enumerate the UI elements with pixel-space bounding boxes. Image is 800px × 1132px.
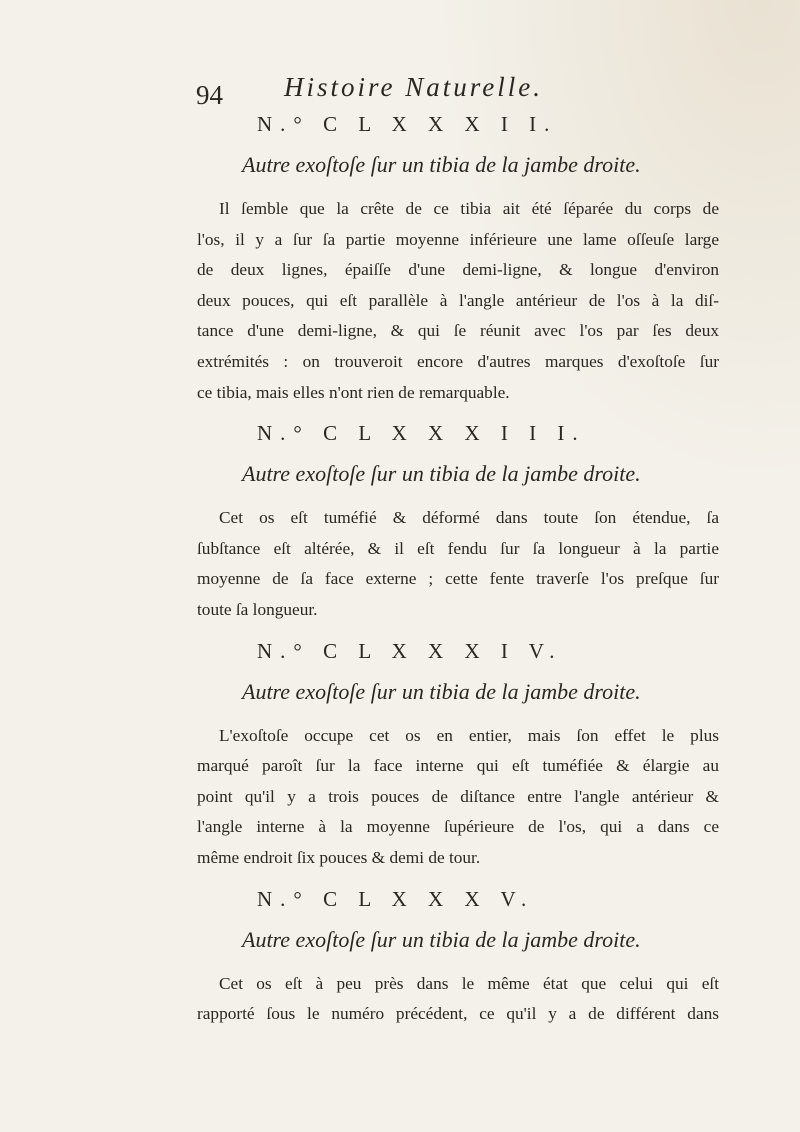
entry-title: Autre exoſtoſe ſur un tibia de la jambe droite. <box>242 461 641 487</box>
text-line: deux pouces, qui eſt parallèle à l'angle antérieur de l'os à la diſ- <box>197 290 719 310</box>
text-line: Il ſemble que la crête de ce tibia ait été ſéparée du corps de <box>219 199 719 218</box>
running-title: Histoire Naturelle. <box>284 72 543 102</box>
entry-number: N.° C L X X X V. <box>257 886 535 911</box>
text-line: marqué paroît ſur la face interne qui eſt tuméfiée & élargie au <box>197 756 719 776</box>
entry-paragraph <box>197 503 719 625</box>
entry-title: Autre exoſtoſe ſur un tibia de la jambe droite. <box>242 926 641 952</box>
entry-paragraph <box>197 969 719 1030</box>
entry-paragraph <box>197 721 719 874</box>
text-line: rapporté ſous le numéro précédent, ce qu'il y a de différent dans <box>197 1004 719 1024</box>
text-line: même endroit ſix pouces & demi de tour. <box>197 847 481 867</box>
entry-paragraph <box>197 194 719 408</box>
entry-number: N.° C L X X X I I. <box>257 112 558 136</box>
text-line: point qu'il y a trois pouces de diſtance entre l'angle antérieur & <box>197 786 719 806</box>
text-line: ſubſtance eſt altérée, & il eſt fendu ſur ſa longueur à la partie <box>197 538 719 558</box>
text-line: tance d'une demi-ligne, & qui ſe réunit avec l'os par ſes deux <box>197 321 719 341</box>
text-line: toute ſa longueur. <box>197 599 318 619</box>
entry-number: N.° C L X X X I I I. <box>257 421 586 446</box>
text-line: L'exoſtoſe occupe cet os en entier, mais ſon effet le plus <box>219 725 719 745</box>
entry-title: Autre exoſtoſe ſur un tibia de la jambe droite. <box>242 152 641 177</box>
entry-title: Autre exoſtoſe ſur un tibia de la jambe droite. <box>242 678 641 704</box>
text-line: de deux lignes, épaiſſe d'une demi-ligne, & longue d'environ <box>197 260 719 280</box>
text-line: Cet os eſt tuméfié & déformé dans toute ſon étendue, ſa <box>219 508 719 528</box>
text-line: extrémités : on trouveroit encore d'autres marques d'exoſtoſe ſur <box>197 351 719 371</box>
text-line: moyenne de ſa face externe ; cette fente traverſe l'os preſque ſur <box>197 569 719 589</box>
page-header <box>196 68 716 108</box>
text-line: Cet os eſt à peu près dans le même état que celui qui eſt <box>219 973 719 993</box>
page-number: 94 <box>196 80 223 110</box>
page-body <box>197 110 719 1041</box>
text-line: l'os, il y a ſur ſa partie moyenne inférieure une lame oſſeuſe large <box>197 229 719 249</box>
text-line: l'angle interne à la moyenne ſupérieure de l'os, qui a dans ce <box>197 817 719 837</box>
entry-number: N.° C L X X X I V. <box>257 638 563 663</box>
text-line: ce tibia, mais elles n'ont rien de remarquable. <box>197 382 510 402</box>
